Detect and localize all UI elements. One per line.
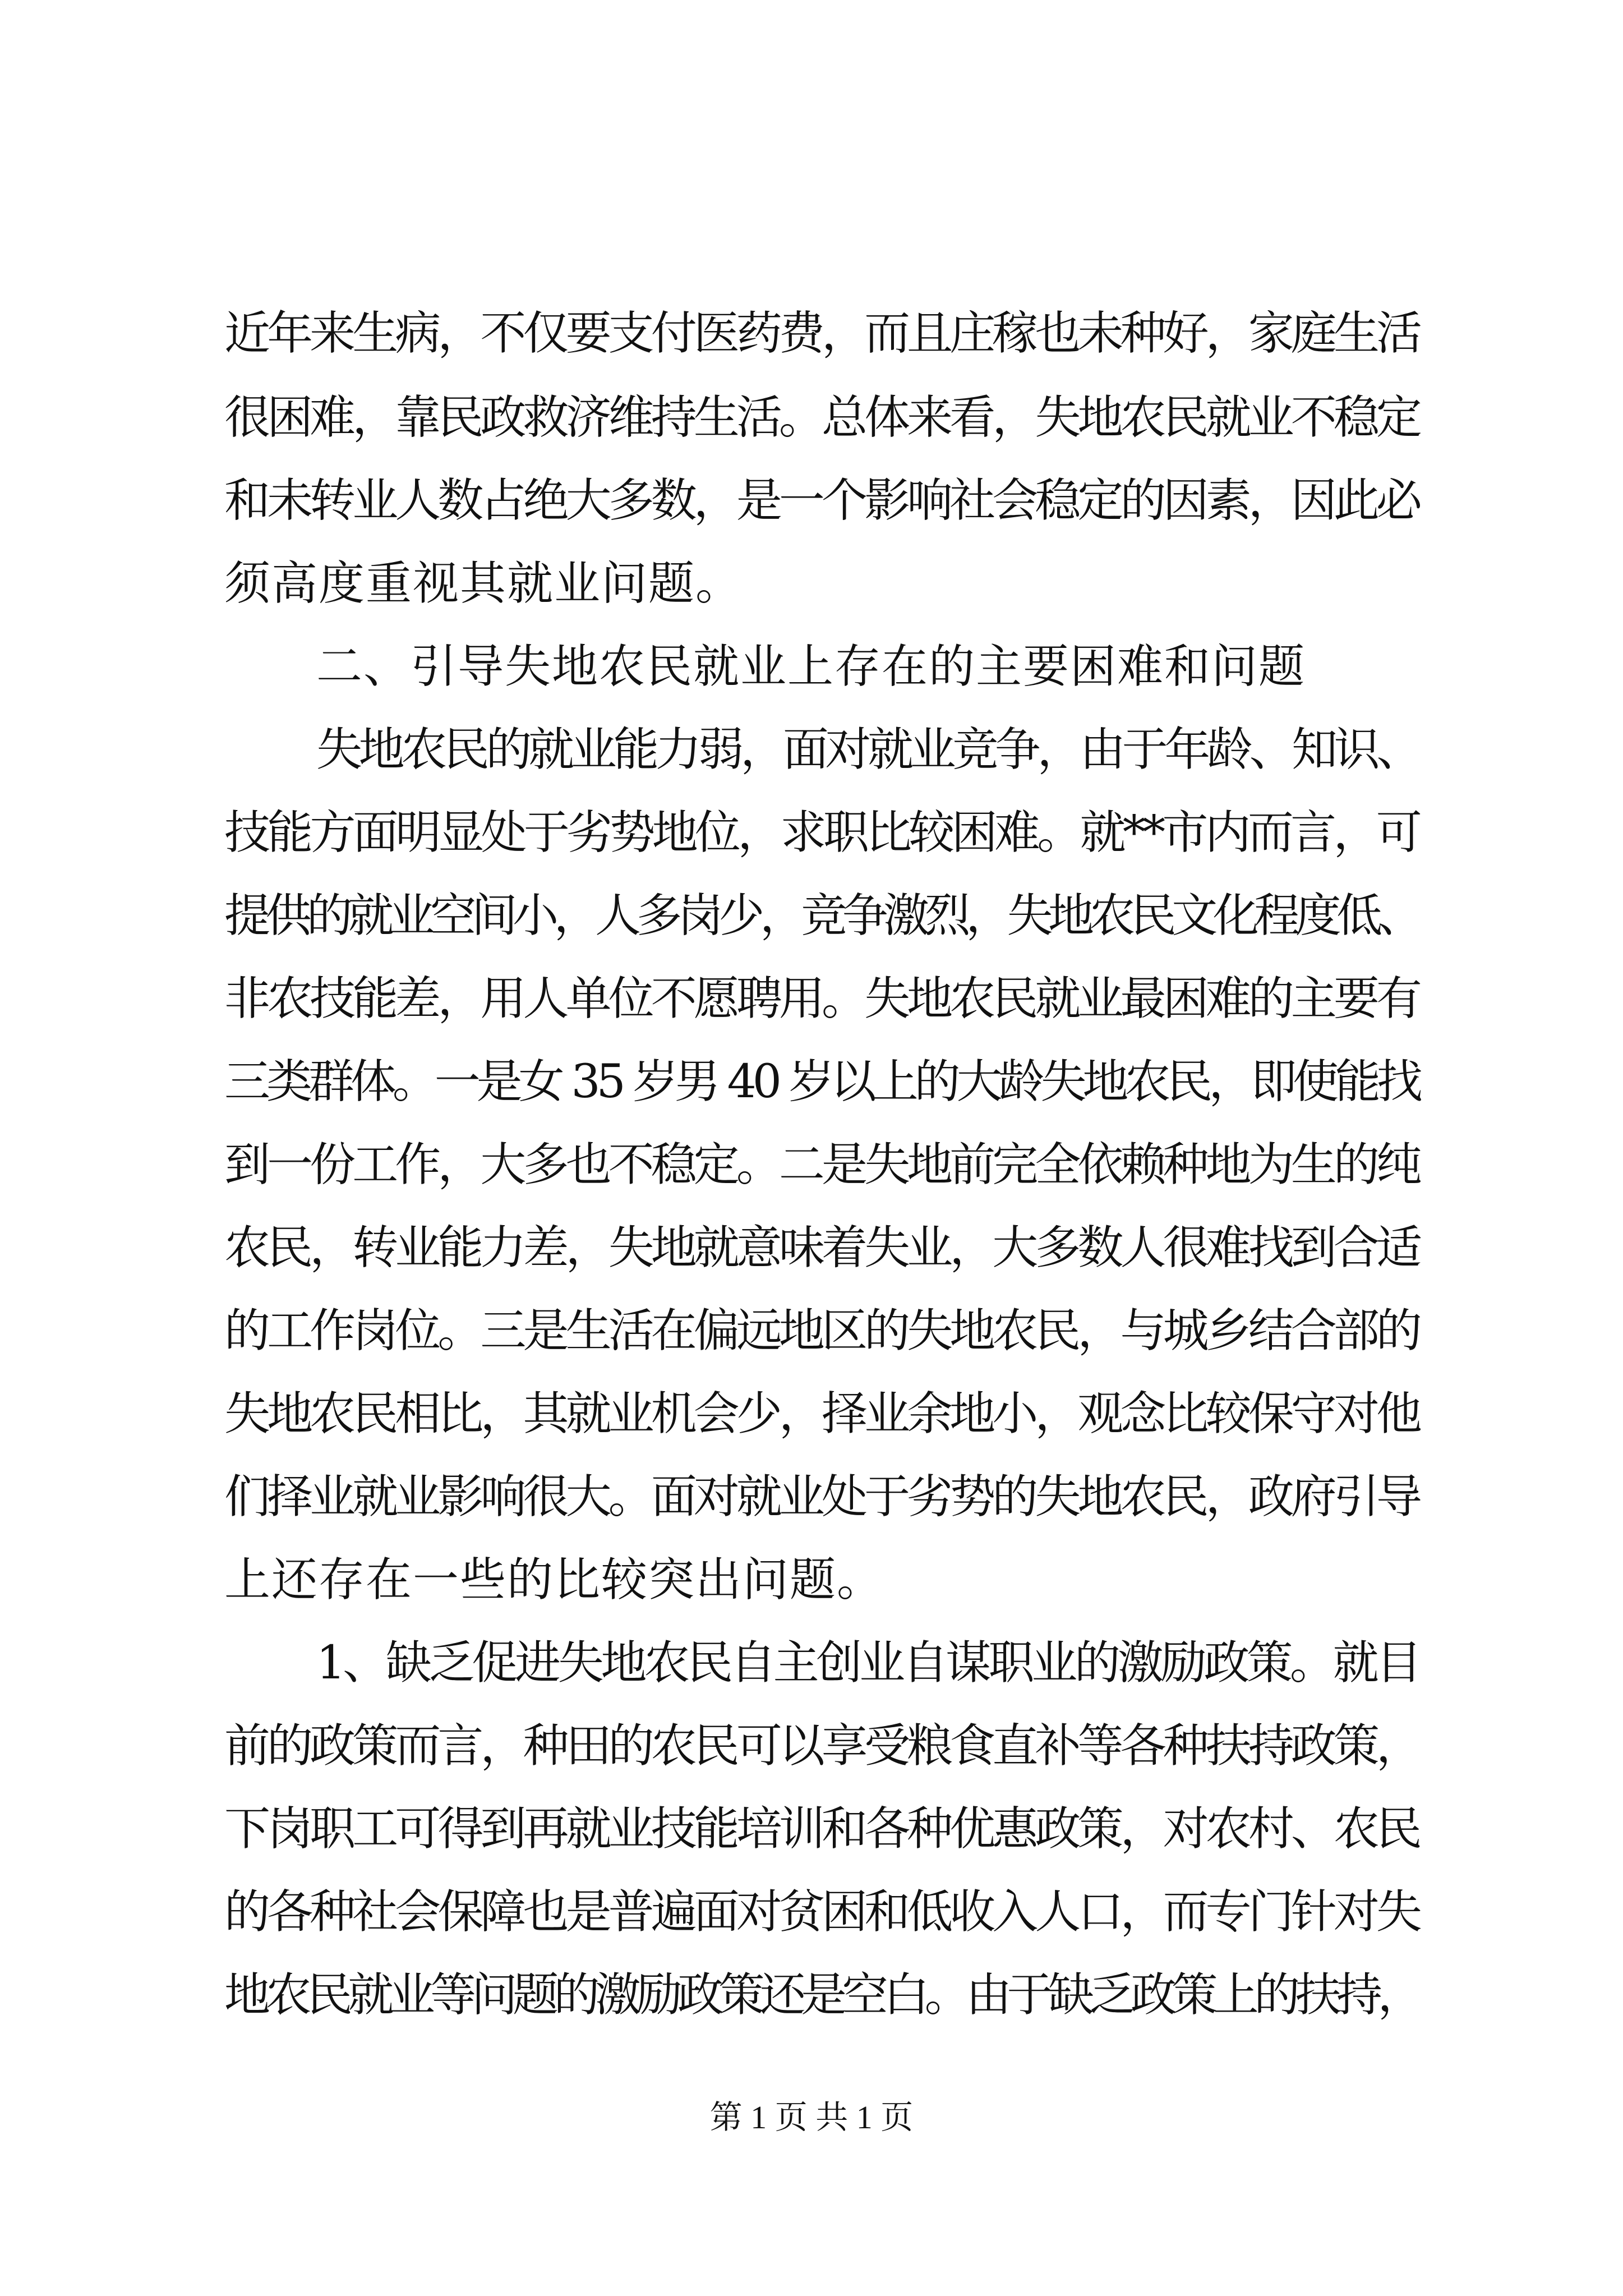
text-line: 1、缺乏促进失地农民自主创业自谋职业的激励政策。就目 xyxy=(316,1636,1419,1690)
text-line: 近年来生病，不仅要支付医药费，而且庄稼也未种好，家庭生活 xyxy=(224,307,1419,360)
text-line: 很困难，靠民政救济维持生活。总体来看，失地农民就业不稳定 xyxy=(224,391,1419,444)
text-line: 技能方面明显处于劣势地位，求职比较困难。就**市内而言，可 xyxy=(224,806,1419,859)
text-line: 的工作岗位。三是生活在偏远地区的失地农民，与城乡结合部的 xyxy=(224,1304,1419,1358)
text-line: 失地农民的就业能力弱，面对就业竞争，由于年龄、知识、 xyxy=(316,723,1419,776)
text-line: 们择业就业影响很大。面对就业处于劣势的失地农民，政府引导 xyxy=(224,1470,1419,1524)
text-line: 地农民就业等问题的激励政策还是空白。由于缺乏政策上的扶持， xyxy=(224,1968,1419,2022)
text-line: 失地农民相比，其就业机会少，择业余地小，观念比较保守对他 xyxy=(224,1387,1419,1441)
section-heading: 二、引导失地农民就业上存在的主要困难和问题 xyxy=(316,640,1306,693)
page-footer: 第 1 页 共 1 页 xyxy=(709,2099,914,2136)
text-line: 的各种社会保障也是普遍面对贫困和低收入人口，而专门针对失 xyxy=(224,1885,1419,1939)
text-line: 农民，转业能力差，失地就意味着失业，大多数人很难找到合适 xyxy=(224,1221,1419,1274)
text-line: 前的政策而言，种田的农民可以享受粮食直补等各种扶持政策， xyxy=(224,1719,1419,1773)
text-line: 和未转业人数占绝大多数，是一个影响社会稳定的因素，因此必 xyxy=(224,474,1419,527)
text-line: 须高度重视其就业问题。 xyxy=(224,557,743,610)
text-line: 上还存在一些的比较突出问题。 xyxy=(224,1553,884,1607)
text-line: 到一份工作，大多也不稳定。二是失地前完全依赖种地为生的纯 xyxy=(224,1138,1419,1191)
text-line: 下岗职工可得到再就业技能培训和各种优惠政策，对农村、农民 xyxy=(224,1802,1419,1856)
text-line: 三类群体。一是女 35 岁男 40 岁以上的大龄失地农民，即使能找 xyxy=(224,1055,1419,1108)
text-line: 提供的就业空间小，人多岗少，竞争激烈，失地农民文化程度低、 xyxy=(224,889,1419,942)
text-line: 非农技能差，用人单位不愿聘用。失地农民就业最困难的主要有 xyxy=(224,972,1419,1025)
